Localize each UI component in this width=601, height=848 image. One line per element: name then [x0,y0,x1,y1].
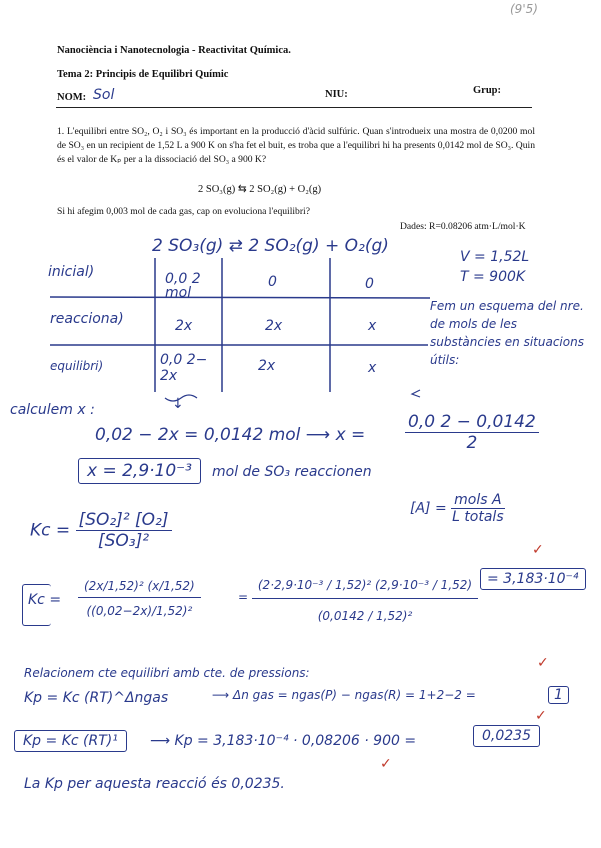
page-mark: (9'5) [510,2,538,16]
kp-line: Kp = Kc (RT)¹ [14,730,127,752]
cell-reacts-o2: x [368,318,377,334]
conclusion: La Kp per aquesta reacció és 0,0235. [24,776,285,792]
cell-initial-so2: 0 [268,274,277,290]
row-label-initial: inicial) [48,264,95,280]
cell-initial-so3: 0,0 2 mol [165,271,201,301]
eq-x-numerator: 0,0 2 − 0,0142 [405,412,539,433]
kc2-result: = 3,183·10⁻⁴ [480,568,586,590]
kc-denominator: [SO₃]² [97,531,150,551]
kc2-mid-fraction: = $\frac{\text{(2·2,9·10⁻³ / 1,52)² (2,9·10⁻³ / 1,52)}}{\text{(0,0142 / 1,52)²}}$ [238,572,478,623]
conc-lhs: [A] = [410,500,447,517]
kc-numerator: [SO₂]² [O₂] [76,510,172,531]
topic-title: Tema 2: Principis de Equilibri Químic [57,69,229,80]
x-result-box: x = 2,9·10⁻³ [78,458,201,484]
dn-text: ⟶ Δn gas = ngas(P) − ngas(R) = 1+2−2 = [212,688,476,702]
check-mark-2: ✓ [537,655,549,671]
eq-x-fraction [405,412,539,453]
kc-expression [30,510,172,551]
cell-initial-o2: 0 [365,276,374,292]
kc2-mid-denominator: (0,0142 / 1,52)² [317,609,413,623]
problem-question-2: Si hi afegim 0,003 mol de cada gas, cap on evoluciona l'equilibri? [57,206,310,217]
niu-label: NIU: [325,89,348,100]
hw-reaction: 2 SO₃(g) ⇄ 2 SO₂(g) + O₂(g) [152,236,389,256]
eq-x-1: 0,02 − 2x = 0,0142 mol ⟶ x = [95,425,366,445]
row-label-equilibrium: equilibri) [50,359,104,373]
kc2-denominator: ((0,02−2x)/1,52)² [86,604,193,618]
calc-label: calculem x : [10,402,95,418]
problem-reaction: 2 SO₃(g) ⇆ 2 SO₂(g) + O₂(g) [198,184,322,195]
kc-lhs: Kc = [30,520,71,541]
cell-equilibrium-so2: 2x [258,358,276,374]
conc-denominator: L totals [452,509,504,525]
kp-value: 0,0235 [473,725,540,747]
cell-equilibrium-so3: 0,0 2− 2x [160,352,208,384]
kc2-lhs: Kc = [28,592,62,608]
x-result-tail: mol de SO₃ reaccionen [212,464,372,480]
check-mark-3: ✓ [535,708,547,724]
cell-reacts-so3: 2x [175,318,193,334]
check-mark-1: ✓ [532,542,544,558]
conc-definition [410,492,505,525]
dn-value: 1 [548,686,569,704]
relation-text: Relacionem cte equilibri amb cte. de pressions: [24,666,310,680]
name-label: NOM: [57,92,87,103]
kc2-mid-numerator: (2·2,9·10⁻³ / 1,52)² (2,9·10⁻³ / 1,52) [252,572,478,599]
kp-formula: Kp = Kc (RT)^Δngas [24,690,169,706]
group-label: Grup: [473,85,502,96]
condition-temperature: T = 900K [460,269,526,285]
problem-text: 1. L'equilibri entre SO₂, O₂ i SO₃ és important en la producció d'àcid sulfúric. Quan s'introdueix una mostra de 0,0200 mol de SO₃ en un recipient de 1,52 L a 900 K on s'ha fet el buit, es troba que a l'equilibri hi ha presents 0,0142 mol de SO₃. Quin és el valor de Kₚ per a la dissociació del SO₃ a 900 K? [57,126,535,165]
name-value: Sol [93,87,115,103]
course-title: Nanociència i Nanotecnologia - Reactivitat Química. [57,45,291,56]
cell-equilibrium-o2: x [368,360,377,376]
conc-numerator: mols A [451,492,504,509]
kp-calc: ⟶ Kp = 3,183·10⁻⁴ · 0,08206 · 900 = [150,733,417,749]
cell-reacts-so2: 2x [265,318,283,334]
kc2-numerator: (2x/1,52)² (x/1,52) [78,575,201,598]
eq-x-denominator: 2 [466,433,478,453]
check-mark-4: ✓ [380,756,392,772]
arrow-down: ↓ [172,396,184,412]
problem-data: Dades: R=0.08206 atm·L/mol·K [400,221,526,232]
kc2-fraction [78,575,201,618]
hw-note: Fem un esquema del nre. de mols de les substàncies en situacions útils: [430,299,584,367]
condition-volume: V = 1,52L [460,249,530,265]
row-label-reacts: reacciona) [50,311,124,327]
